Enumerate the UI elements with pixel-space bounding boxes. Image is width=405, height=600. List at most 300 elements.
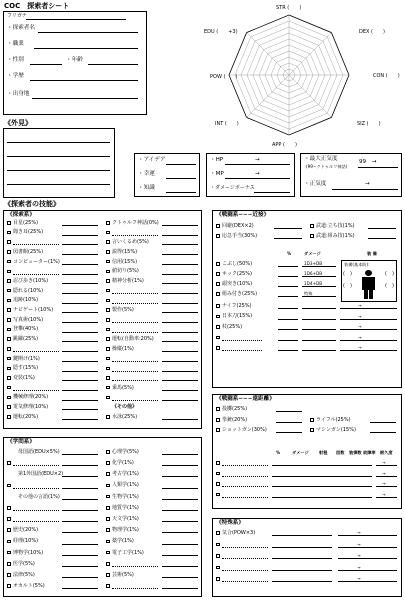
skill-checkbox[interactable] (310, 418, 314, 422)
skill-value-field[interactable] (272, 570, 332, 571)
weapon-checkbox[interactable] (216, 493, 220, 497)
skill-label: 投擲(25%) (222, 405, 248, 412)
skill-checkbox[interactable] (106, 551, 110, 555)
appearance-line[interactable] (7, 170, 110, 171)
appearance-line[interactable] (7, 142, 110, 143)
skill-checkbox[interactable] (7, 367, 11, 371)
radar-pow: POW ( ) (210, 74, 238, 80)
skill-blank-line[interactable] (112, 303, 158, 304)
skill-checkbox[interactable] (7, 260, 11, 264)
skill-value-field[interactable] (162, 510, 198, 511)
skill-value-field[interactable] (62, 235, 98, 236)
skill-checkbox[interactable] (7, 528, 11, 532)
skill-checkbox[interactable] (7, 405, 11, 409)
skill-value-field[interactable] (62, 322, 98, 323)
skill-blank-line[interactable] (13, 390, 59, 391)
skill-checkbox[interactable] (7, 396, 11, 400)
skill-checkbox[interactable] (106, 506, 110, 510)
weapon-blank-line[interactable] (222, 340, 262, 341)
db-field[interactable] (254, 192, 290, 193)
skill-value-field[interactable] (368, 238, 396, 239)
weapon-checkbox[interactable] (216, 282, 220, 286)
weapon-damage: 1D6+DB (304, 271, 323, 276)
weapon-damage-field[interactable] (302, 319, 336, 320)
weapon-damage-field[interactable] (302, 296, 336, 297)
weapon-name: 頭突き(10%) (222, 280, 253, 287)
skill-checkbox[interactable] (7, 318, 11, 322)
weapon-checkbox[interactable] (216, 482, 220, 486)
skill-value-field[interactable] (368, 228, 396, 229)
skill-growth-field[interactable] (338, 558, 397, 559)
skill-value-field[interactable] (162, 577, 198, 578)
weapon-arrow: → (382, 470, 386, 476)
skill-blank-line[interactable] (13, 521, 59, 522)
skill-value-field[interactable] (62, 312, 98, 313)
skill-value-field[interactable] (272, 547, 332, 548)
skill-value-field[interactable] (62, 454, 98, 455)
skill-value-field[interactable] (162, 488, 198, 489)
weapon-percent-field[interactable] (278, 266, 298, 267)
weapon-damage-field[interactable] (302, 308, 336, 309)
skill-label: 聞き耳(25%) (13, 229, 44, 236)
skill-checkbox[interactable] (216, 566, 220, 570)
skill-checkbox[interactable] (106, 484, 110, 488)
skill-label: マシンガン(15%) (316, 426, 356, 433)
skill-blank-line[interactable] (112, 361, 158, 362)
ranged-col-header: 装弾数 (349, 450, 362, 455)
skill-value-field[interactable] (62, 488, 98, 489)
max-san-sub: (99−クトゥルフ神話) (306, 164, 348, 169)
skill-blank-line[interactable] (13, 465, 59, 466)
skill-label: 変装(1%) (13, 374, 35, 381)
skill-value-field[interactable] (162, 521, 198, 522)
skill-checkbox[interactable] (106, 415, 110, 419)
skill-label: 芸術(5%) (112, 571, 134, 578)
skill-value-field[interactable] (162, 254, 198, 255)
skill-checkbox[interactable] (7, 461, 11, 465)
skill-checkbox[interactable] (216, 577, 220, 581)
skill-label: ライフル(25%) (316, 416, 351, 423)
skill-value-field[interactable] (162, 588, 198, 589)
skill-checkbox[interactable] (7, 299, 11, 303)
skill-value-field[interactable] (62, 465, 98, 466)
origin-label: ・出身地 (7, 91, 30, 97)
skill-checkbox[interactable] (7, 289, 11, 293)
skill-blank-line[interactable] (112, 566, 158, 567)
skill-value-field[interactable] (62, 532, 98, 533)
skill-value-field[interactable] (62, 409, 98, 410)
skill-checkbox[interactable] (106, 573, 110, 577)
skill-value-field[interactable] (62, 419, 98, 420)
mp-field[interactable] (225, 178, 290, 179)
weapon-damage: 1D3+DB (304, 261, 323, 266)
skill-label: ショットガン(30%) (222, 426, 267, 433)
skill-value-field[interactable] (162, 454, 198, 455)
skill-checkbox[interactable] (216, 543, 220, 547)
skill-value-field[interactable] (62, 254, 98, 255)
skill-checkbox[interactable] (7, 279, 11, 283)
weapon-blank-line[interactable] (222, 350, 262, 351)
weapon-damage-field[interactable] (302, 286, 336, 287)
skill-checkbox[interactable] (216, 224, 220, 228)
skill-value-field[interactable] (162, 532, 198, 533)
skill-checkbox[interactable] (106, 347, 110, 351)
weapon-percent-field[interactable] (278, 319, 298, 320)
skill-value-field[interactable] (162, 380, 198, 381)
sex-label: ・性別 (7, 57, 24, 63)
skill-checkbox[interactable] (106, 221, 110, 225)
idea-field[interactable] (166, 164, 196, 165)
skill-checkbox[interactable] (106, 367, 110, 371)
skill-checkbox[interactable] (106, 450, 110, 454)
skill-value-field[interactable] (162, 419, 198, 420)
skill-checkbox[interactable] (310, 428, 314, 432)
skill-arrow: → (357, 576, 361, 581)
skill-checkbox[interactable] (7, 551, 11, 555)
skill-value-field[interactable] (162, 322, 198, 323)
skill-value-field[interactable] (62, 390, 98, 391)
skill-value-field[interactable] (62, 577, 98, 578)
skill-blank-line[interactable] (13, 244, 59, 245)
skill-checkbox[interactable] (7, 573, 11, 577)
skill-value-field[interactable] (62, 225, 98, 226)
skill-value-field[interactable] (162, 293, 198, 294)
skill-value-field[interactable] (62, 566, 98, 567)
weapon-name: 日本刀(15%) (222, 313, 253, 320)
skill-value-field[interactable] (62, 400, 98, 401)
skill-label: 登攀(40%) (13, 326, 39, 333)
skill-blank-line[interactable] (222, 581, 268, 582)
skill-blank-line[interactable] (112, 235, 158, 236)
skill-value-field[interactable] (162, 476, 198, 477)
skill-blank-line[interactable] (112, 322, 158, 323)
weapon-blank-line[interactable] (222, 486, 268, 487)
ranged-col-header: 耐久度 (380, 450, 393, 455)
weapon-checkbox[interactable] (216, 336, 220, 340)
weapon-damage-field[interactable] (302, 329, 336, 330)
hp-field[interactable] (225, 164, 290, 165)
skill-blank-line[interactable] (112, 588, 158, 589)
weapon-percent-field[interactable] (278, 286, 298, 287)
skill-checkbox[interactable] (106, 517, 110, 521)
skill-growth-field[interactable] (338, 535, 397, 536)
skill-blank-line[interactable] (13, 510, 59, 511)
max-san-field[interactable] (358, 167, 398, 168)
skill-value-field[interactable] (62, 510, 98, 511)
weapon-checkbox[interactable] (216, 272, 220, 276)
skill-value-field[interactable] (62, 274, 98, 275)
weapon-checkbox[interactable] (216, 346, 220, 350)
weapon-equip-field[interactable] (340, 308, 397, 309)
skill-value-field[interactable] (62, 476, 98, 477)
skill-value-field[interactable] (370, 432, 396, 433)
skill-checkbox[interactable] (216, 407, 220, 411)
skill-label: 目星(25%) (13, 219, 39, 226)
radar-edu: EDU ( +3) (204, 29, 238, 35)
skill-checkbox[interactable] (106, 299, 110, 303)
skill-value-field[interactable] (162, 235, 198, 236)
weapon-percent-field[interactable] (278, 308, 298, 309)
skill-checkbox[interactable] (106, 357, 110, 361)
skill-value-field[interactable] (62, 544, 98, 545)
skill-blank-line[interactable] (112, 293, 158, 294)
weapon-arrow: → (358, 324, 362, 329)
skill-checkbox[interactable] (106, 318, 110, 322)
skill-value-field[interactable] (162, 274, 198, 275)
skill-value-field[interactable] (272, 581, 332, 582)
weapon-equip-field[interactable] (340, 329, 397, 330)
skill-label: 薬学(1%) (112, 538, 134, 545)
skill-value-field[interactable] (62, 588, 98, 589)
weapon-damage-field[interactable] (302, 340, 336, 341)
skill-label: 電子工学(1%) (112, 549, 144, 556)
weapon-equip-field[interactable] (340, 340, 397, 341)
weapon-percent-field[interactable] (278, 340, 298, 341)
skill-checkbox[interactable] (7, 517, 11, 521)
skill-value-field[interactable] (162, 400, 198, 401)
weapon-damage-field[interactable] (302, 350, 336, 351)
skill-checkbox[interactable] (106, 562, 110, 566)
skill-checkbox[interactable] (7, 347, 11, 351)
skill-checkbox[interactable] (7, 562, 11, 566)
skill-value-field[interactable] (162, 351, 198, 352)
skill-value-field[interactable] (62, 244, 98, 245)
skill-checkbox[interactable] (7, 506, 11, 510)
durability-field[interactable] (376, 465, 397, 466)
skill-checkbox[interactable] (310, 234, 314, 238)
weapon-percent-field[interactable] (278, 350, 298, 351)
skill-label: 物理学(1%) (112, 527, 139, 534)
skill-value-field[interactable] (162, 566, 198, 567)
luck-field[interactable] (166, 178, 196, 179)
skill-label: その他の言語(1%) (18, 493, 60, 500)
skill-value-field[interactable] (62, 351, 98, 352)
weapon-equip-field[interactable] (340, 350, 397, 351)
skill-growth-field[interactable] (338, 581, 397, 582)
weapon-equip-field[interactable] (340, 319, 397, 320)
weapon-arrow: → (358, 334, 362, 340)
skill-checkbox[interactable] (7, 250, 11, 254)
skill-value-field[interactable] (272, 558, 332, 559)
skill-blank-line[interactable] (112, 380, 158, 381)
skill-label: 跳躍(25%) (13, 336, 39, 343)
skill-checkbox[interactable] (7, 540, 11, 544)
skill-checkbox[interactable] (7, 328, 11, 332)
skill-blank-line[interactable] (112, 400, 158, 401)
skill-checkbox[interactable] (7, 584, 11, 588)
skill-label: 電気修理(10%) (13, 404, 49, 410)
skill-value-field[interactable] (162, 332, 198, 333)
skill-value-field[interactable] (274, 228, 302, 229)
skill-checkbox[interactable] (106, 270, 110, 274)
ranged-col-header: 射程 (319, 450, 328, 455)
skill-blank-line[interactable] (222, 547, 268, 548)
skill-blank-line[interactable] (112, 371, 158, 372)
skill-value-field[interactable] (162, 371, 198, 372)
skill-value-field[interactable] (62, 371, 98, 372)
skill-checkbox[interactable] (310, 224, 314, 228)
skill-checkbox[interactable] (7, 231, 11, 235)
skill-value-field[interactable] (162, 225, 198, 226)
appearance-line[interactable] (7, 156, 110, 157)
weapon-checkbox[interactable] (216, 304, 220, 308)
skill-checkbox[interactable] (106, 250, 110, 254)
skill-checkbox[interactable] (7, 484, 11, 488)
know-field[interactable] (166, 192, 196, 193)
skill-checkbox[interactable] (7, 415, 11, 419)
skill-value-field[interactable] (272, 535, 332, 536)
skill-value-field[interactable] (162, 303, 198, 304)
skill-checkbox[interactable] (216, 554, 220, 558)
skill-value-field[interactable] (162, 499, 198, 500)
skill-label: 心理学(5%) (112, 448, 139, 455)
skill-value-field[interactable] (162, 465, 198, 466)
skill-checkbox[interactable] (106, 540, 110, 544)
melee-title: 《戦闘系−−−近接》 (216, 212, 270, 218)
skill-checkbox[interactable] (106, 337, 110, 341)
skill-growth-field[interactable] (338, 547, 397, 548)
weapon-blank-line[interactable] (222, 476, 268, 477)
skill-value-field[interactable] (162, 341, 198, 342)
skill-value-field[interactable] (162, 264, 198, 265)
skill-checkbox[interactable] (106, 472, 110, 476)
skill-section-label: 《その他》 (112, 404, 138, 410)
skill-checkbox[interactable] (106, 584, 110, 588)
equip-slot-left-upper: ( ) (343, 271, 352, 277)
skill-label: 乗馬(5%) (112, 384, 134, 391)
ranged-stats-field[interactable] (272, 486, 372, 487)
skill-value-field[interactable] (62, 380, 98, 381)
ranged-stats-field[interactable] (272, 476, 372, 477)
skill-checkbox[interactable] (216, 531, 220, 535)
skill-value-field[interactable] (162, 244, 198, 245)
skill-checkbox[interactable] (106, 240, 110, 244)
skill-checkbox[interactable] (106, 279, 110, 283)
skill-value-field[interactable] (62, 521, 98, 522)
san-field[interactable] (332, 189, 398, 190)
hp-label: ・HP (210, 157, 224, 163)
skill-blank-line[interactable] (13, 274, 59, 275)
skill-checkbox[interactable] (7, 270, 11, 274)
skill-label: 法律(5%) (13, 571, 35, 578)
weapon-percent-field[interactable] (278, 296, 298, 297)
skill-value-field[interactable] (162, 312, 198, 313)
skill-checkbox[interactable] (106, 260, 110, 264)
weapon-checkbox[interactable] (216, 472, 220, 476)
skill-checkbox[interactable] (106, 231, 110, 235)
skill-value-field[interactable] (62, 361, 98, 362)
skill-checkbox[interactable] (7, 386, 11, 390)
skill-growth-field[interactable] (338, 570, 397, 571)
skill-value-field[interactable] (162, 555, 198, 556)
weapon-checkbox[interactable] (216, 315, 220, 319)
skill-checkbox[interactable] (7, 376, 11, 380)
weapon-blank-line[interactable] (222, 497, 268, 498)
appearance-line[interactable] (7, 184, 110, 185)
weapon-checkbox[interactable] (216, 262, 220, 266)
skill-value-field[interactable] (62, 293, 98, 294)
equip-slot-right-upper: ( ) (385, 271, 394, 277)
skill-checkbox[interactable] (7, 221, 11, 225)
skill-checkbox[interactable] (106, 386, 110, 390)
skill-checkbox[interactable] (106, 376, 110, 380)
skill-checkbox[interactable] (216, 428, 220, 432)
skill-value-field[interactable] (370, 422, 396, 423)
weapon-damage-field[interactable] (302, 266, 336, 267)
durability-field[interactable] (376, 486, 397, 487)
skill-checkbox[interactable] (106, 289, 110, 293)
skill-checkbox[interactable] (7, 240, 11, 244)
skill-value-field[interactable] (62, 332, 98, 333)
skill-blank-line[interactable] (222, 570, 268, 571)
skill-blank-line[interactable] (112, 332, 158, 333)
skill-value-field[interactable] (62, 264, 98, 265)
skill-checkbox[interactable] (7, 337, 11, 341)
skill-value-field[interactable] (62, 283, 98, 284)
skill-blank-line[interactable] (13, 351, 59, 352)
skill-blank-line[interactable] (222, 558, 268, 559)
skill-value-field[interactable] (274, 238, 302, 239)
hp-arrow: → (255, 157, 260, 163)
skill-checkbox[interactable] (106, 528, 110, 532)
weapon-checkbox[interactable] (216, 292, 220, 296)
ranged-stats-field[interactable] (272, 497, 372, 498)
skill-value-field[interactable] (276, 411, 302, 412)
skill-value-field[interactable] (276, 432, 302, 433)
skill-blank-line[interactable] (13, 488, 59, 489)
weapon-arrow: → (358, 303, 362, 308)
skill-value-field[interactable] (162, 361, 198, 362)
skill-checkbox[interactable] (7, 357, 11, 361)
skill-label: 地質学(1%) (112, 504, 139, 511)
ranged-stats-field[interactable] (272, 465, 372, 466)
weapon-percent-field[interactable] (278, 329, 298, 330)
weapon-damage-field[interactable] (302, 276, 336, 277)
durability-field[interactable] (376, 476, 397, 477)
skill-label: 考古学(1%) (112, 471, 139, 478)
skill-value-field[interactable] (162, 283, 198, 284)
sheet-title: COC 探索者シート (4, 2, 70, 10)
weapon-blank-line[interactable] (222, 465, 268, 466)
skill-checkbox[interactable] (106, 328, 110, 332)
skill-checkbox[interactable] (106, 308, 110, 312)
skill-value-field[interactable] (162, 544, 198, 545)
skill-checkbox[interactable] (106, 461, 110, 465)
weapon-damage: 特殊 (304, 291, 313, 296)
skill-checkbox[interactable] (106, 396, 110, 400)
radar-siz: SIZ ( ) (357, 121, 381, 127)
weapon-percent-field[interactable] (278, 276, 298, 277)
weapon-checkbox[interactable] (216, 325, 220, 329)
skill-value-field[interactable] (276, 422, 302, 423)
skill-label: 天文学(1%) (112, 515, 139, 522)
skill-checkbox[interactable] (216, 418, 220, 422)
skill-value-field[interactable] (62, 555, 98, 556)
skill-checkbox[interactable] (216, 234, 220, 238)
skill-value-field[interactable] (62, 341, 98, 342)
skill-value-field[interactable] (62, 499, 98, 500)
durability-field[interactable] (376, 497, 397, 498)
weapon-checkbox[interactable] (216, 461, 220, 465)
weapon-arrow: → (382, 460, 386, 465)
skill-value-field[interactable] (62, 303, 98, 304)
skill-checkbox[interactable] (7, 308, 11, 312)
skill-value-field[interactable] (162, 390, 198, 391)
skill-checkbox[interactable] (106, 495, 110, 499)
skill-label: 隠す(15%) (13, 365, 39, 372)
weapon-name: ナイフ(25%) (222, 302, 252, 309)
skill-label: 追跡(10%) (13, 297, 39, 304)
